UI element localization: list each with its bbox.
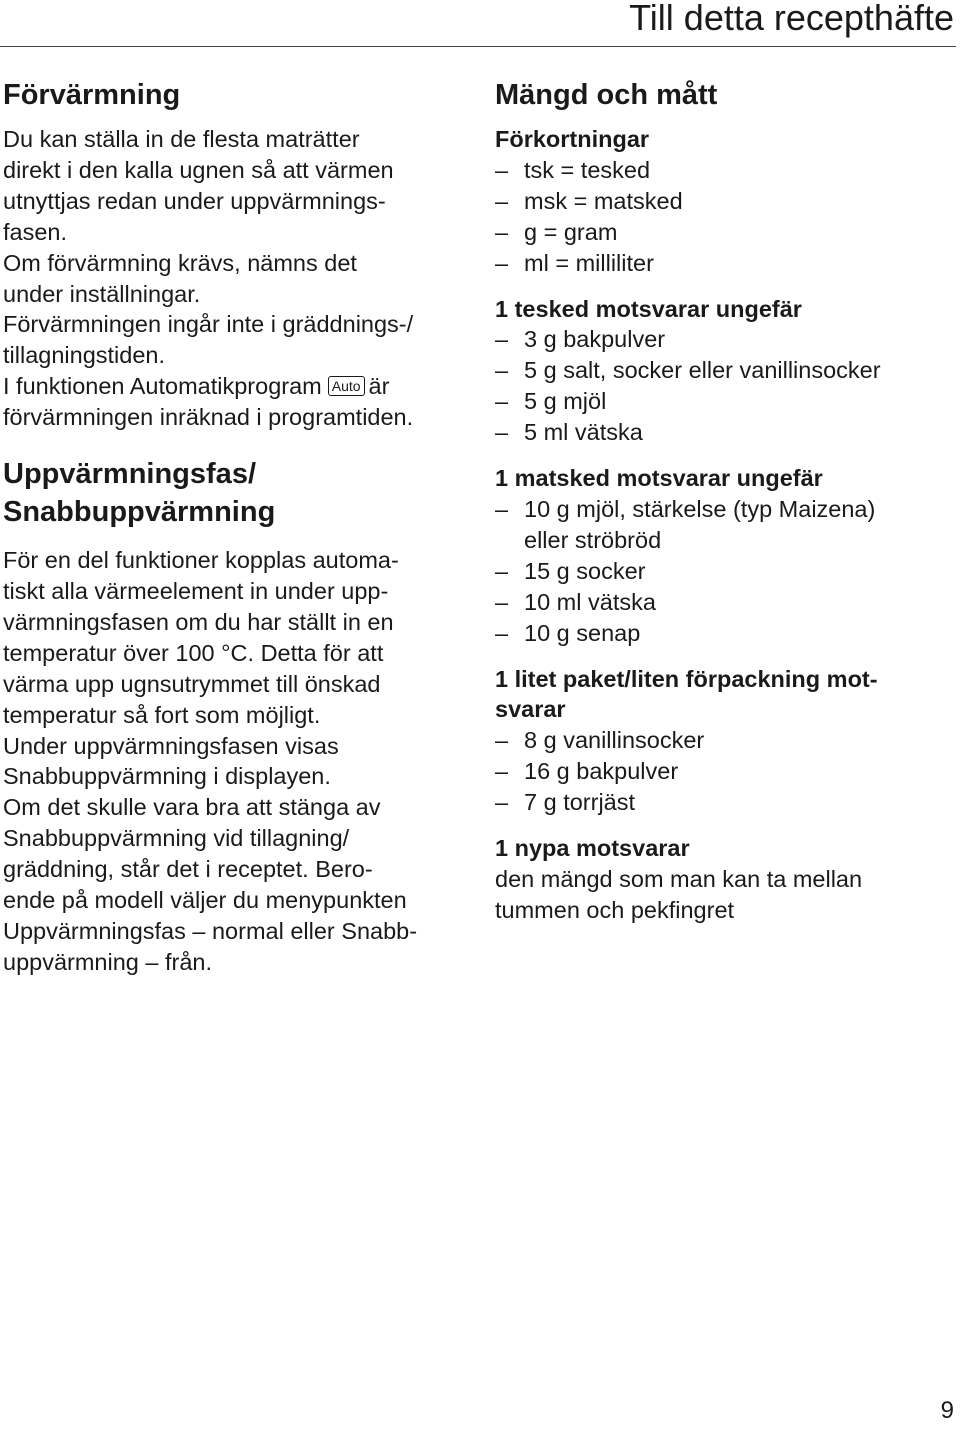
text-line: förvärmningen inräknad i programtiden. (3, 404, 414, 431)
text-line: värmningsfasen om du har ställt in en (3, 608, 394, 635)
list-item-text: 10 ml vätska (524, 588, 656, 615)
group-matsked (495, 463, 957, 648)
text-line: tillagningstiden. (3, 342, 165, 369)
list-item (495, 417, 957, 448)
dash-list (495, 324, 957, 448)
list-item-text: 16 g bakpulver (524, 758, 679, 785)
dash-mark: – (495, 218, 509, 245)
list-item-text: 10 g senap (524, 619, 641, 646)
dash-mark: – (495, 789, 509, 816)
text-line: direkt i den kalla ugnen så att värmen (3, 156, 394, 183)
text-line: Förvärmningen ingår inte i gräddnings-/ (3, 311, 414, 338)
list-item (495, 324, 957, 355)
heading-line: Uppvärmningsfas/ (3, 458, 256, 491)
group-heading: svarar (495, 696, 566, 723)
list-item-text: 8 g vanillinsocker (524, 727, 705, 754)
dash-list (495, 725, 957, 818)
dash-mark: – (495, 419, 509, 446)
dash-mark: – (495, 495, 509, 522)
list-item (495, 494, 957, 525)
list-item-text: eller ströbröd (524, 526, 662, 553)
text-line: värma upp ugnsutrymmet till önskad (3, 670, 381, 697)
group-heading: 1 tesked motsvarar ungefär (495, 295, 802, 322)
text-line: Snabbuppvärmning i displayen. (3, 763, 331, 790)
dash-mark: – (495, 727, 509, 754)
list-item-text: 15 g socker (524, 557, 646, 584)
list-item-text: 3 g bakpulver (524, 326, 666, 353)
text-line: Om det skulle vara bra att stänga av (3, 794, 381, 821)
dash-list (495, 155, 957, 279)
left-column (3, 76, 473, 978)
list-item (495, 186, 957, 217)
list-item (495, 355, 957, 386)
paragraph-uppvarmningsfas (3, 545, 473, 978)
list-item (495, 618, 957, 649)
dash-mark: – (495, 156, 509, 183)
text-line: För en del funktioner kopplas automa- (3, 547, 399, 574)
group-heading: 1 litet paket/liten förpackning mot- (495, 665, 878, 692)
group-forkortningar (495, 124, 957, 279)
group-tesked (495, 294, 957, 449)
dash-mark: – (495, 249, 509, 276)
list-item-continuation (495, 525, 957, 556)
text-line: Under uppvärmningsfasen visas (3, 732, 339, 759)
group-paket (495, 664, 957, 819)
text-line: under inställningar. (3, 280, 201, 307)
dash-mark: – (495, 326, 509, 353)
text-line: Snabbuppvärmning vid tillagning/ (3, 825, 350, 852)
text-line: ende på modell väljer du menypunkten (3, 887, 407, 914)
list-item-text: msk = matsked (524, 187, 683, 214)
heading-line: Snabbuppvärmning (3, 496, 276, 529)
list-item (495, 725, 957, 756)
auto-symbol: Auto (328, 376, 365, 396)
group-nypa (495, 833, 957, 926)
heading-forvarmning: Förvärmning (3, 79, 181, 111)
text-line: tummen och pekfingret (495, 896, 735, 923)
list-item (495, 587, 957, 618)
dash-mark: – (495, 619, 509, 646)
dash-mark: – (495, 388, 509, 415)
running-header-title: Till detta recepthäfte (629, 0, 954, 38)
list-item (495, 787, 957, 818)
group-heading: 1 matsked motsvarar ungefär (495, 465, 823, 492)
text-line: uppvärmning – från. (3, 948, 213, 975)
text-line: Om förvärmning krävs, nämns det (3, 249, 357, 276)
text-line: temperatur så fort som möjligt. (3, 701, 321, 728)
dash-mark: – (495, 557, 509, 584)
list-item-text: 7 g torrjäst (524, 789, 636, 816)
dash-mark: – (495, 588, 509, 615)
paragraph-forvarmning (3, 124, 473, 433)
header-rule (0, 46, 956, 47)
dash-mark: – (495, 357, 509, 384)
list-item (495, 155, 957, 186)
heading-uppvarmningsfas (3, 455, 473, 531)
text-line: Du kan ställa in de flesta maträtter (3, 126, 360, 152)
dash-list (495, 494, 957, 649)
list-item (495, 386, 957, 417)
page-number: 9 (940, 1397, 954, 1424)
list-item-text: g = gram (524, 218, 618, 245)
list-item-text: tsk = tesked (524, 156, 651, 183)
text-line: gräddning, står det i receptet. Bero- (3, 856, 373, 883)
group-heading: Förkortningar (495, 126, 650, 152)
list-item (495, 248, 957, 279)
dash-mark: – (495, 758, 509, 785)
text-span: I funktionen Automatikprogram (3, 373, 322, 400)
auto-program-line (3, 371, 473, 402)
text-line: utnyttjas redan under uppvärmnings- (3, 187, 386, 214)
list-item-text: 10 g mjöl, stärkelse (typ Maizena) (524, 495, 876, 522)
list-item-text: 5 g salt, socker eller vanillinsocker (524, 357, 881, 384)
list-item (495, 556, 957, 587)
list-item (495, 756, 957, 787)
right-column (495, 76, 957, 926)
text-line: fasen. (3, 218, 68, 245)
dash-mark: – (495, 187, 509, 214)
group-heading: 1 nypa motsvarar (495, 835, 690, 862)
text-span: är (368, 373, 390, 400)
heading-mangd-och-matt: Mängd och mått (495, 79, 718, 111)
list-item (495, 217, 957, 248)
text-line: temperatur över 100 °C. Detta för att (3, 639, 384, 666)
list-item-text: ml = milliliter (524, 249, 654, 276)
text-line: Uppvärmningsfas – normal eller Snabb- (3, 917, 418, 944)
list-item-text: 5 ml vätska (524, 419, 643, 446)
list-item-text: 5 g mjöl (524, 388, 607, 415)
text-line: tiskt alla värmeelement in under upp- (3, 577, 389, 604)
text-line: den mängd som man kan ta mellan (495, 865, 863, 892)
